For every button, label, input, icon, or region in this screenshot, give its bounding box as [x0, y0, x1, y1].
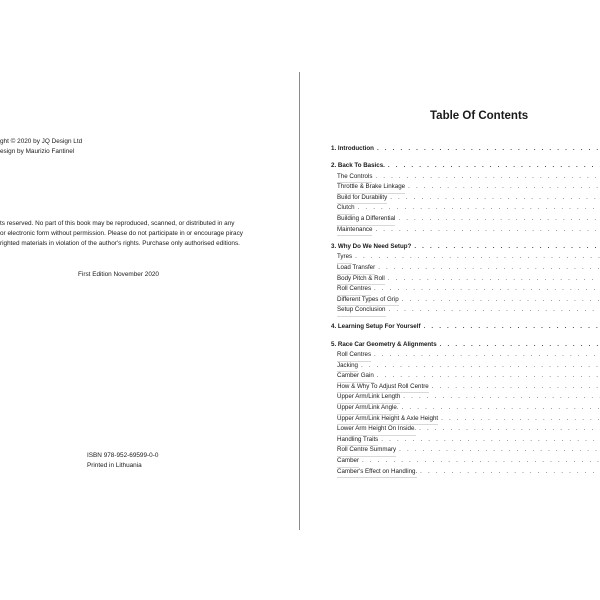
toc-entry[interactable] — [331, 252, 600, 263]
toc-leader-dots — [390, 193, 600, 204]
toc-entry[interactable] — [331, 392, 600, 403]
toc-entry[interactable] — [331, 203, 600, 214]
toc-leader-dots — [388, 274, 600, 285]
toc-leader-dots — [402, 403, 600, 414]
toc-leader-dots — [377, 144, 600, 155]
toc-leader-dots — [388, 161, 600, 172]
toc-entry-label: Building a Differential — [337, 214, 395, 226]
toc-heading-label: 4. Learning Setup For Yourself — [331, 323, 421, 331]
toc-entry[interactable] — [331, 456, 600, 467]
toc-entry[interactable] — [331, 435, 600, 446]
toc-entry[interactable] — [331, 361, 600, 372]
toc-title: Table Of Contents — [430, 110, 529, 122]
toc-leader-dots — [420, 467, 600, 478]
toc-leader-dots — [414, 242, 600, 253]
toc-entry-label: Throttle & Brake Linkage — [337, 182, 405, 194]
toc-entry[interactable] — [331, 350, 600, 361]
toc-leader-dots — [355, 252, 600, 263]
toc-entry-label: Roll Centres — [337, 284, 371, 296]
toc-leader-dots — [374, 350, 600, 361]
toc-entry[interactable] — [331, 295, 600, 306]
toc-leader-dots — [403, 392, 600, 403]
toc-entry-label: Maintenance — [337, 225, 372, 237]
toc-entry-label: Roll Centre Summary — [337, 445, 396, 457]
toc-heading-label: 5. Race Car Geometry & Alignments — [331, 340, 437, 348]
toc-entry-label: Upper Arm/Link Length — [337, 392, 400, 404]
toc-chapter-heading[interactable] — [331, 144, 600, 155]
toc-entry[interactable] — [331, 284, 600, 295]
rights-notice — [0, 219, 243, 250]
toc-leader-dots — [402, 295, 600, 306]
toc-chapter — [331, 242, 600, 316]
toc-chapter — [331, 161, 600, 235]
rights-line: righted materials in violation of the author's rights. Purchase only authorised editions. — [0, 240, 240, 248]
toc-leader-dots — [424, 322, 600, 333]
toc-leader-dots — [419, 424, 600, 435]
toc-entry[interactable] — [331, 172, 600, 183]
toc-entry-label: Jacking — [337, 361, 358, 373]
toc-leader-dots — [440, 340, 600, 351]
toc-leader-dots — [432, 382, 600, 393]
toc-entry-label: Load Transfer — [337, 263, 375, 275]
toc-leader-dots — [389, 305, 600, 316]
edition-text: First Edition November 2020 — [78, 271, 159, 278]
toc-entry-label: Camber's Effect on Handling. — [337, 467, 417, 479]
toc-leader-dots — [374, 284, 600, 295]
rights-line: ts reserved. No part of this book may be reproduced, scanned, or distributed in any — [0, 220, 235, 227]
toc-entry-label: Different Types of Grip — [337, 295, 399, 307]
toc-chapter — [331, 144, 600, 155]
toc-entry[interactable] — [331, 182, 600, 193]
toc-leader-dots — [408, 182, 600, 193]
isbn-block — [87, 451, 158, 472]
toc-entry[interactable] — [331, 305, 600, 316]
toc-entry[interactable] — [331, 382, 600, 393]
toc-chapter-heading[interactable] — [331, 242, 600, 253]
toc-chapter-heading[interactable] — [331, 161, 600, 172]
toc-leader-dots — [375, 225, 600, 236]
toc-entry-label: Tyres — [337, 252, 352, 264]
toc-entry-label: Upper Arm/Link Height & Axle Height — [337, 414, 438, 426]
toc-entry[interactable] — [331, 263, 600, 274]
toc-entry-label: Handling Traits — [337, 435, 378, 447]
toc-leader-dots — [378, 263, 600, 274]
toc-chapter — [331, 340, 600, 478]
toc-leader-dots — [381, 435, 600, 446]
toc-list — [331, 144, 600, 484]
design-credit-line: esign by Maurizio Fantinel — [0, 148, 75, 155]
toc-chapter — [331, 322, 600, 333]
copyright-line: ght © 2020 by JQ Design Ltd — [0, 138, 83, 145]
toc-entry-label: Camber — [337, 456, 359, 468]
toc-entry[interactable] — [331, 214, 600, 225]
toc-leader-dots — [398, 214, 600, 225]
toc-entry-label: Roll Centres — [337, 350, 371, 362]
toc-entry[interactable] — [331, 193, 600, 204]
toc-entry-label: The Controls — [337, 172, 372, 184]
toc-leader-dots — [358, 203, 600, 214]
toc-chapter-heading[interactable] — [331, 322, 600, 333]
toc-entry[interactable] — [331, 445, 600, 456]
toc-heading-label: 1. Introduction — [331, 145, 374, 152]
toc-entry[interactable] — [331, 371, 600, 382]
toc-entry-label: Upper Arm/Link Angle. — [337, 403, 399, 415]
toc-entry[interactable] — [331, 414, 600, 425]
toc-leader-dots — [441, 414, 600, 425]
toc-entry[interactable] — [331, 274, 600, 285]
toc-entry-label: How & Why To Adjust Roll Centre — [337, 382, 429, 394]
toc-entry-label: Build for Durability — [337, 193, 387, 205]
copyright-block — [0, 137, 82, 157]
toc-leader-dots — [399, 445, 600, 456]
printed-text: Printed in Lithuania — [87, 462, 142, 470]
toc-entry[interactable] — [331, 225, 600, 236]
toc-entry[interactable] — [331, 424, 600, 435]
toc-entry-label: Clutch — [337, 203, 355, 215]
toc-leader-dots — [362, 456, 600, 467]
toc-leader-dots — [361, 361, 600, 372]
toc-entry[interactable] — [331, 467, 600, 478]
toc-leader-dots — [375, 172, 600, 183]
toc-leader-dots — [377, 371, 600, 382]
toc-entry[interactable] — [331, 403, 600, 414]
toc-entry-label: Lower Arm Height On Inside. — [337, 424, 416, 436]
toc-page — [300, 0, 600, 600]
toc-entry-label: Setup Conclusion — [337, 305, 386, 317]
toc-entry-label: Camber Gain — [337, 371, 374, 383]
rights-line: or electronic form without permission. Please do not participate in or encourage piracy — [0, 230, 243, 238]
toc-chapter-heading[interactable] — [331, 340, 600, 351]
toc-heading-label: 3. Why Do We Need Setup? — [331, 242, 412, 250]
toc-heading-label: 2. Back To Basics. — [331, 162, 385, 170]
toc-entry-label: Body Pitch & Roll — [337, 274, 385, 286]
isbn-text: ISBN 978-952-69599-0-0 — [87, 452, 159, 459]
